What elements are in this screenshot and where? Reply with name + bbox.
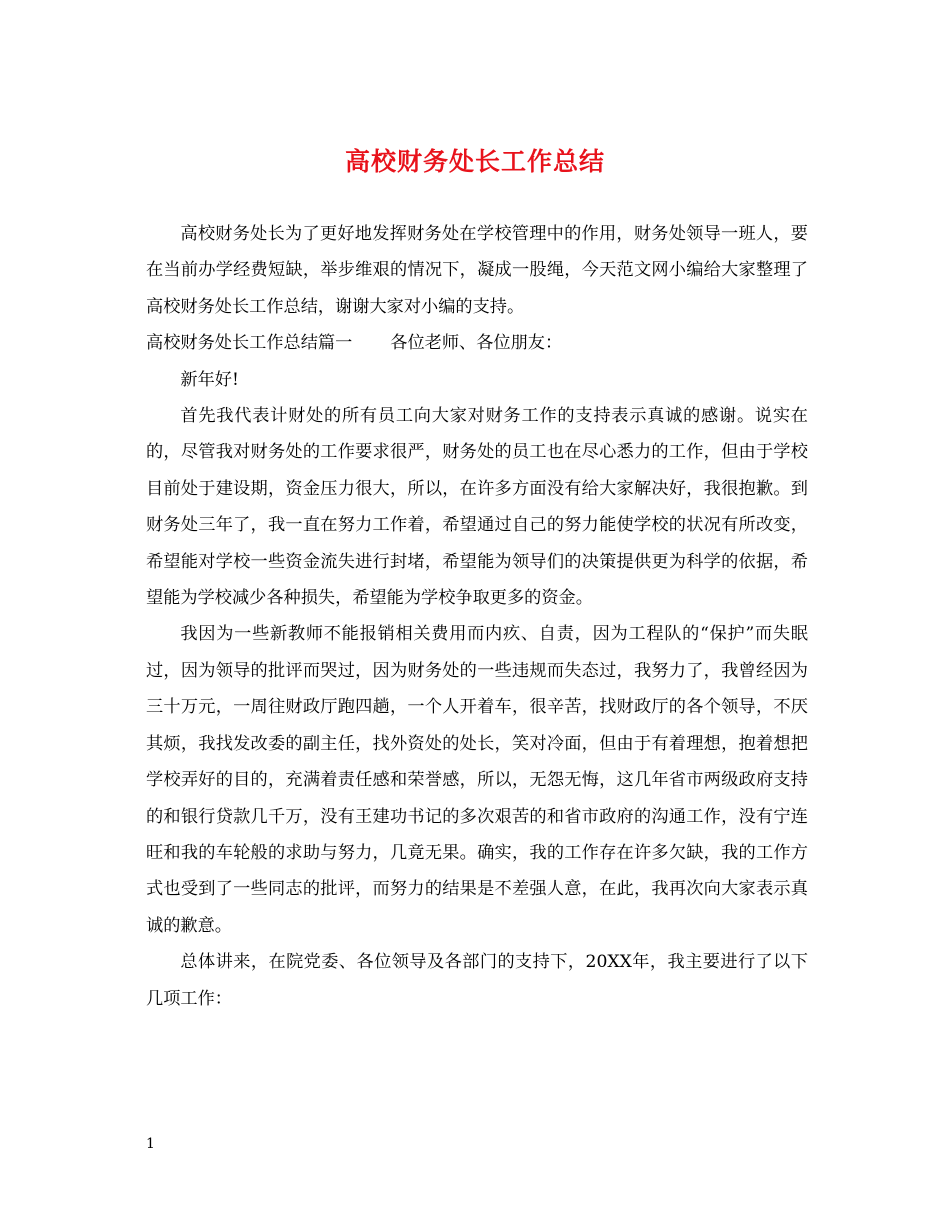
section-heading-line <box>146 325 808 361</box>
body-paragraph-2: 我因为一些新教师不能报销相关费用而内疚、自责，因为工程队的“保护”而失眠过，因为领导的批评而哭过，因为财务处的一些违规而失态过，我努力了，我曾经因为三十万元，一周往财政厅跑四趟，一个人开着车，很辛苦，找财政厅的各个领导，不厌其烦，我找发改委的副主任，找外资处的处长，笑对冷面，但由于有着理想，抱着想把学校弄好的目的，充满着责任感和荣誉感，所以，无怨无悔，这几年省市两级政府支持的和银行贷款几千万，没有王建功书记的多次艰苦的和省市政府的沟通工作，没有宁连旺和我的车轮般的求助与努力，几竟无果。确实，我的工作存在许多欠缺，我的工作方式也受到了一些同志的批评，而努力的结果是不差强人意，在此，我再次向大家表示真诚的歉意。 <box>146 624 808 936</box>
document-title: 高校财务处长工作总结 <box>344 147 605 176</box>
document-body <box>146 216 808 1017</box>
body-paragraph-1: 首先我代表计财处的所有员工向大家对财务工作的支持表示真诚的感谢。说实在的，尽管我对财务处的工作要求很严，财务处的员工也在尽心悉力的工作，但由于学校目前处于建设期，资金压力很大，所以，在许多方面没有给大家解决好，我很抱歉。到财务处三年了，我一直在努力工作着，希望通过自己的努力能使学校的状况有所改变，希望能对学校一些资金流失进行封堵，希望能为领导们的决策提供更为科学的依据，希望能为学校减少各种损失，希望能为学校争取更多的资金。 <box>146 406 808 609</box>
intro-paragraph: 高校财务处长为了更好地发挥财务处在学校管理中的作用，财务处领导一班人，要在当前办学经费短缺，举步维艰的情况下，凝成一股绳，今天范文网小编给大家整理了高校财务处长工作总结，谢谢大家对小编的支持。 <box>146 224 808 317</box>
section-heading: 高校财务处长工作总结篇一 <box>146 333 353 354</box>
body-paragraph-3: 总体讲来，在院党委、各位领导及各部门的支持下，20XX年，我主要进行了以下几项工作： <box>146 952 808 1009</box>
salutation: 各位老师、各位朋友： <box>390 333 563 354</box>
page-number: 1 <box>146 1136 155 1152</box>
greeting: 新年好! <box>180 369 239 390</box>
